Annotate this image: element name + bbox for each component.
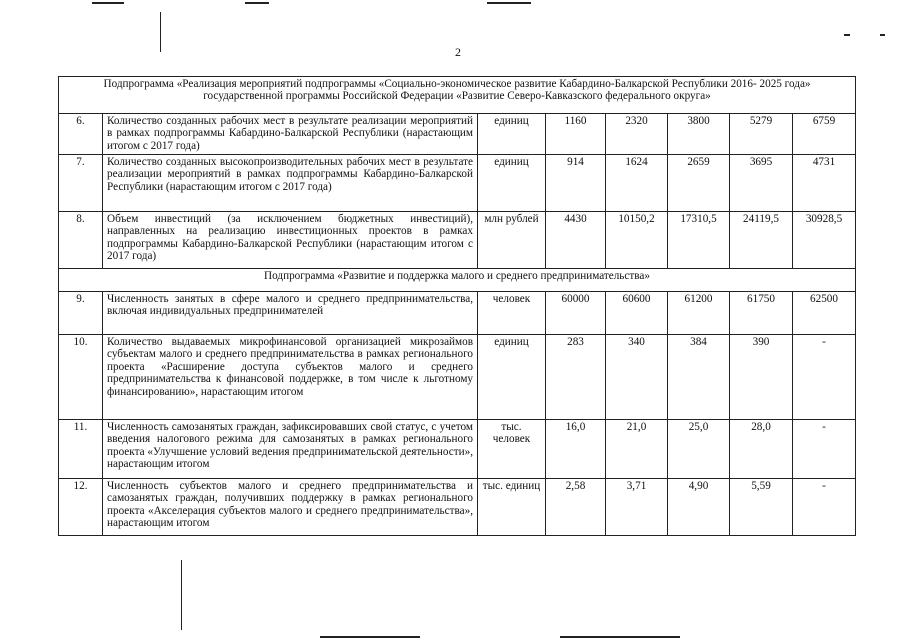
row-value: 17310,5 (668, 212, 730, 269)
table-row (59, 479, 856, 536)
row-value: 5,59 (730, 479, 793, 536)
scan-mark (92, 2, 124, 4)
row-unit: единиц (478, 114, 546, 155)
row-value: 61200 (668, 292, 730, 335)
indicators-table (58, 76, 856, 536)
row-number: 7. (59, 155, 103, 212)
section-header-row (59, 269, 856, 292)
row-description: Количество созданных рабочих мест в результате реализации мероприятий в рамках подпрограммы Кабардино-Балкарской Республики (нарастающим итогом с 2017 года) (103, 114, 478, 155)
table-row (59, 155, 856, 212)
row-description: Количество созданных высокопроизводительных рабочих мест в результате реализации мероприятий в рамках подпрограммы Кабардино-Балкарской Республики (нарастающим итогом с 2017 года) (103, 155, 478, 212)
row-unit: млн рублей (478, 212, 546, 269)
row-value: 1624 (606, 155, 668, 212)
row-value: - (793, 420, 856, 479)
row-value: 25,0 (668, 420, 730, 479)
row-value: 390 (730, 335, 793, 420)
scan-line (160, 12, 161, 52)
row-value: - (793, 479, 856, 536)
row-number: 8. (59, 212, 103, 269)
row-value: 4430 (546, 212, 606, 269)
scan-line (181, 560, 182, 630)
scan-mark (320, 636, 420, 638)
row-value: 3695 (730, 155, 793, 212)
row-value: 61750 (730, 292, 793, 335)
row-unit: единиц (478, 155, 546, 212)
row-value: 283 (546, 335, 606, 420)
row-number: 6. (59, 114, 103, 155)
row-value: 384 (668, 335, 730, 420)
page-number: 2 (455, 45, 461, 59)
row-value: 2,58 (546, 479, 606, 536)
row-unit: человек (478, 292, 546, 335)
row-value: 914 (546, 155, 606, 212)
row-value: 3,71 (606, 479, 668, 536)
row-value: 60000 (546, 292, 606, 335)
row-value: 2320 (606, 114, 668, 155)
row-value: 5279 (730, 114, 793, 155)
row-description: Количество выдаваемых микрофинансовой организацией микрозаймов субъектам малого и среднего предпринимательства в рамках регионального проекта «Расширение доступа субъектов малого и среднего предпринимательства к финансовой поддержке, в том числе к льготному финансированию», нарастающим итогом (103, 335, 478, 420)
row-unit: тыс. человек (478, 420, 546, 479)
row-description: Объем инвестиций (за исключением бюджетных инвестиций), направленных на реализацию инвестиционных проектов в рамках подпрограммы Кабардино-Балкарской Республики (нарастающим итогом с 2017 года) (103, 212, 478, 269)
scan-mark (844, 34, 850, 36)
scan-mark (487, 2, 531, 4)
row-value: 2659 (668, 155, 730, 212)
row-value: 4,90 (668, 479, 730, 536)
row-number: 12. (59, 479, 103, 536)
row-value: 16,0 (546, 420, 606, 479)
row-value: 10150,2 (606, 212, 668, 269)
row-unit: тыс. единиц (478, 479, 546, 536)
section-header: Подпрограмма «Развитие и поддержка малого и среднего предпринимательства» (59, 269, 856, 292)
table-row (59, 292, 856, 335)
row-value: 60600 (606, 292, 668, 335)
table-row (59, 420, 856, 479)
row-number: 9. (59, 292, 103, 335)
row-description: Численность самозанятых граждан, зафиксировавших свой статус, с учетом введения налогового режима для самозанятых в рамках регионального проекта «Улучшение условий ведения предпринимательской деятельности», нарастающим итогом (103, 420, 478, 479)
row-description: Численность субъектов малого и среднего предпринимательства и самозанятых граждан, получивших поддержку в рамках регионального проекта «Акселерация субъектов малого и среднего предпринимательства», нарастающим итогом (103, 479, 478, 536)
row-unit: единиц (478, 335, 546, 420)
row-number: 11. (59, 420, 103, 479)
row-value: - (793, 335, 856, 420)
row-number: 10. (59, 335, 103, 420)
scan-mark (560, 636, 680, 638)
section-header-row (59, 77, 856, 114)
row-description: Численность занятых в сфере малого и среднего предпринимательства, включая индивидуальных предпринимателей (103, 292, 478, 335)
row-value: 62500 (793, 292, 856, 335)
row-value: 28,0 (730, 420, 793, 479)
table-row (59, 212, 856, 269)
table-row (59, 335, 856, 420)
table-row (59, 114, 856, 155)
row-value: 4731 (793, 155, 856, 212)
section-header: Подпрограмма «Реализация мероприятий подпрограммы «Социально-экономическое развитие Кабардино-Балкарской Республики 2016- 2025 года» государственной программы Российской Федерации «Развитие Северо-Кавказского федерального округа» (59, 77, 856, 114)
row-value: 30928,5 (793, 212, 856, 269)
row-value: 1160 (546, 114, 606, 155)
row-value: 3800 (668, 114, 730, 155)
scan-mark (880, 34, 885, 36)
row-value: 6759 (793, 114, 856, 155)
row-value: 21,0 (606, 420, 668, 479)
scan-mark (245, 2, 269, 4)
row-value: 24119,5 (730, 212, 793, 269)
row-value: 340 (606, 335, 668, 420)
